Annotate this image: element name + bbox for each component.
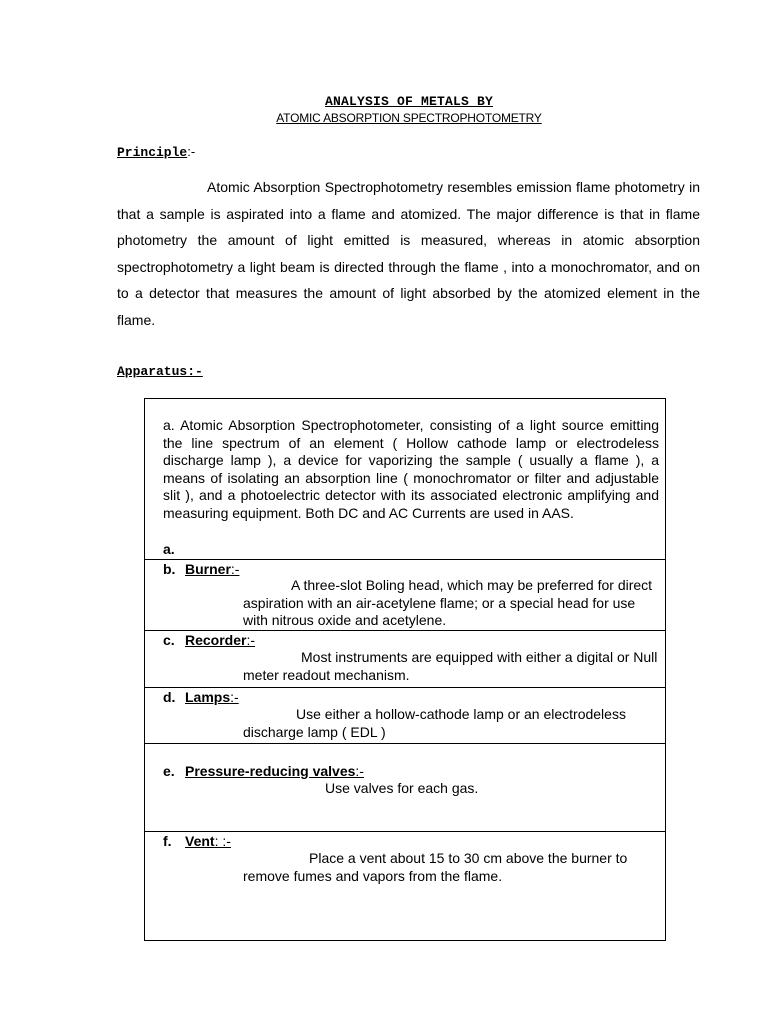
item-a-label: a. xyxy=(163,541,175,557)
item-d-label: d. xyxy=(163,689,176,705)
apparatus-item-e xyxy=(145,744,666,832)
item-f-suffix: : :- xyxy=(214,833,231,849)
item-c-name: Recorder xyxy=(185,632,247,648)
apparatus-item-d xyxy=(145,688,666,744)
item-b-name: Burner xyxy=(185,561,231,577)
item-d-suffix: :- xyxy=(230,689,239,705)
principle-heading-text: Principle xyxy=(117,145,188,160)
apparatus-item-c xyxy=(145,631,666,688)
item-a-text: a. Atomic Absorption Spectrophotometer, consisting of a light source emitting the line spectrum of an element ( Hollow cathode lamp or electrodeless discharge lamp ), a device for vaporizing the sample ( usually a flame ), a means of isolating an absorption line ( monochromator or filter and adjustable slit ), and a photoelectric detector with its associated electronic amplifying and measuring equipment. Both DC and AC Currents are used in AAS. xyxy=(163,417,659,521)
apparatus-item-b xyxy=(145,560,666,631)
item-b-label: b. xyxy=(163,561,176,577)
document-subtitle: ATOMIC ABSORPTION SPECTROPHOTOMETRY xyxy=(276,111,542,125)
item-f-heading xyxy=(185,833,231,851)
table-row xyxy=(145,560,666,631)
item-d-heading xyxy=(185,689,239,707)
item-f-name: Vent xyxy=(185,833,215,849)
table-row xyxy=(145,744,666,832)
table-row xyxy=(145,688,666,744)
item-d-text xyxy=(243,706,663,741)
item-f-body: Place a vent about 15 to 30 cm above the burner to remove fumes and vapors from the flame. xyxy=(243,850,628,884)
table-row xyxy=(145,631,666,688)
item-b-heading xyxy=(185,561,239,579)
principle-heading xyxy=(117,144,195,160)
item-c-text xyxy=(243,649,663,684)
item-c-body: Most instruments are equipped with either a digital or Null meter readout mechanism. xyxy=(243,649,658,683)
item-e-heading xyxy=(185,763,364,781)
item-b-body: A three-slot Boling head, which may be preferred for direct aspiration with an air-acetylene flame; or a special head for use with nitrous oxide and acetylene. xyxy=(243,577,653,628)
apparatus-item-a xyxy=(145,399,666,560)
apparatus-heading-text: Apparatus:- xyxy=(117,364,203,379)
apparatus-heading xyxy=(117,364,203,379)
principle-paragraph xyxy=(117,174,700,333)
item-b-text xyxy=(243,577,663,630)
item-c-heading xyxy=(185,632,255,650)
table-row xyxy=(145,832,666,941)
item-f-label: f. xyxy=(163,833,172,849)
apparatus-item-f xyxy=(145,832,666,941)
document-title: ANALYSIS OF METALS BY xyxy=(324,94,494,109)
item-e-suffix: :- xyxy=(355,763,364,779)
item-e-text xyxy=(243,780,663,798)
item-e-name: Pressure-reducing valves xyxy=(185,763,356,779)
table-row xyxy=(145,399,666,560)
apparatus-table xyxy=(144,398,666,941)
item-c-label: c. xyxy=(163,632,175,648)
item-e-body: Use valves for each gas. xyxy=(325,780,479,796)
item-d-name: Lamps xyxy=(185,689,231,705)
item-c-suffix: :- xyxy=(246,632,256,648)
item-e-label: e. xyxy=(163,763,175,779)
item-f-text xyxy=(243,850,663,885)
item-b-suffix: :- xyxy=(230,561,240,577)
item-d-body: Use either a hollow-cathode lamp or an electrodeless discharge lamp ( EDL ) xyxy=(243,706,626,740)
principle-text: Atomic Absorption Spectrophotometry resembles emission flame photometry in that a sample is aspirated into a flame and atomized. The major difference is that in flame photometry the amount of light emitted is measured, whereas in atomic absorption spectrophotometry a light beam is directed through the flame , into a monochromator, and on to a detector that measures the amount of light absorbed by the atomized element in the flame. xyxy=(117,179,700,328)
principle-heading-suffix: :- xyxy=(187,144,196,159)
